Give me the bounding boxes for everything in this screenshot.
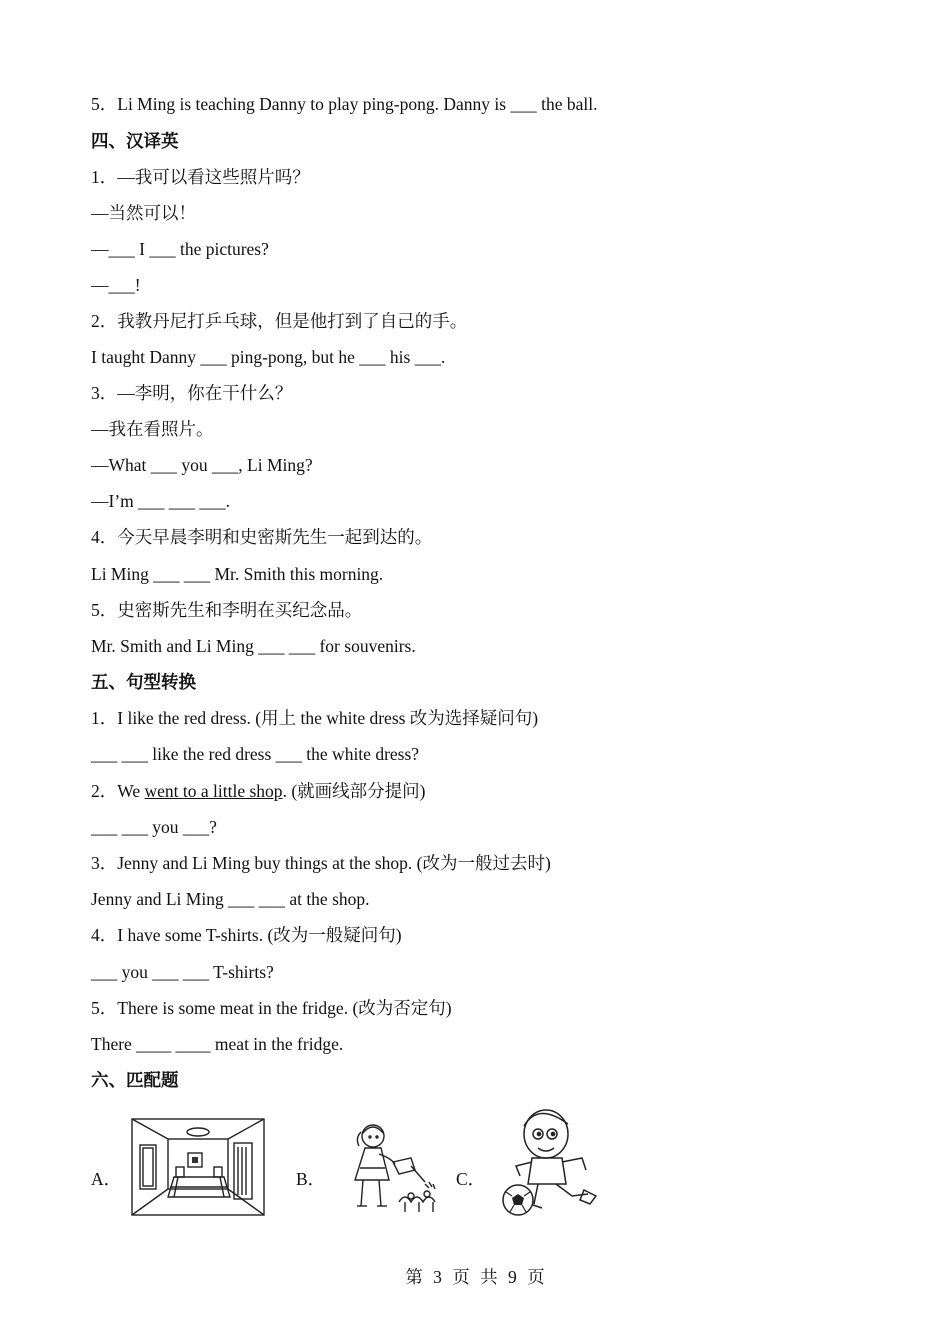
option-a-label: A．: [91, 1169, 122, 1189]
question-line: 3．Jenny and Li Ming buy things at the shop. (改为一般过去时): [91, 853, 551, 873]
question-line: Mr. Smith and Li Ming ___ ___ for souvenirs.: [91, 636, 416, 656]
section-heading: 四、汉译英: [91, 131, 179, 151]
question-line: 5．There is some meat in the fridge. (改为否定句): [91, 998, 452, 1018]
page-footer: 第 3 页 共 9 页: [405, 1267, 545, 1287]
question-suffix: . (就画线部分提问): [282, 781, 426, 801]
underlined-phrase: went to a little shop: [144, 781, 283, 801]
question-line: ___ ___ you ___?: [91, 817, 217, 837]
question-line: 1．—我可以看这些照片吗？: [91, 167, 310, 187]
question-line: There ____ ____ meat in the fridge.: [91, 1034, 344, 1054]
question-line: —What ___ you ___, Li Ming?: [91, 455, 313, 475]
girl-watering-flowers-picture: [333, 1118, 445, 1218]
question-line: I taught Danny ___ ping-pong, but he ___ his ___.: [91, 347, 446, 367]
question-prefix: 2．We: [91, 781, 145, 801]
section-heading: 六、匹配题: [91, 1070, 179, 1090]
question-line: 5．史密斯先生和李明在买纪念品。: [91, 600, 363, 620]
question-line: —___!: [91, 275, 141, 295]
section-heading: 五、句型转换: [91, 672, 196, 692]
question-line: ___ ___ like the red dress ___ the white dress?: [91, 744, 420, 764]
bedroom-picture: [130, 1117, 266, 1217]
question-line: [91, 780, 425, 802]
option-c-label: C．: [456, 1169, 486, 1189]
question-line: —I’m ___ ___ ___.: [91, 491, 231, 511]
question-text: 5．Li Ming is teaching Danny to play ping-pong. Danny is ___ the ball.: [91, 94, 598, 114]
question-line: 4．今天早晨李明和史密斯先生一起到达的。: [91, 527, 433, 547]
question-line: —当然可以！: [91, 203, 196, 223]
question-line: ___ you ___ ___ T-shirts?: [91, 962, 274, 982]
question-line: 4．I have some T-shirts. (改为一般疑问句): [91, 925, 402, 945]
question-line: 1．I like the red dress. (用上 the white dress 改为选择疑问句): [91, 708, 539, 728]
question-line: —我在看照片。: [91, 419, 214, 439]
boy-playing-football-picture: [498, 1104, 602, 1220]
question-line: Jenny and Li Ming ___ ___ at the shop.: [91, 889, 370, 909]
option-b-label: B．: [296, 1169, 326, 1189]
question-line: Li Ming ___ ___ Mr. Smith this morning.: [91, 564, 384, 584]
question-line: —___ I ___ the pictures?: [91, 239, 269, 259]
question-line: 2．我教丹尼打乒乓球，但是他打到了自己的手。: [91, 311, 468, 331]
question-line: 3．—李明，你在干什么？: [91, 383, 293, 403]
